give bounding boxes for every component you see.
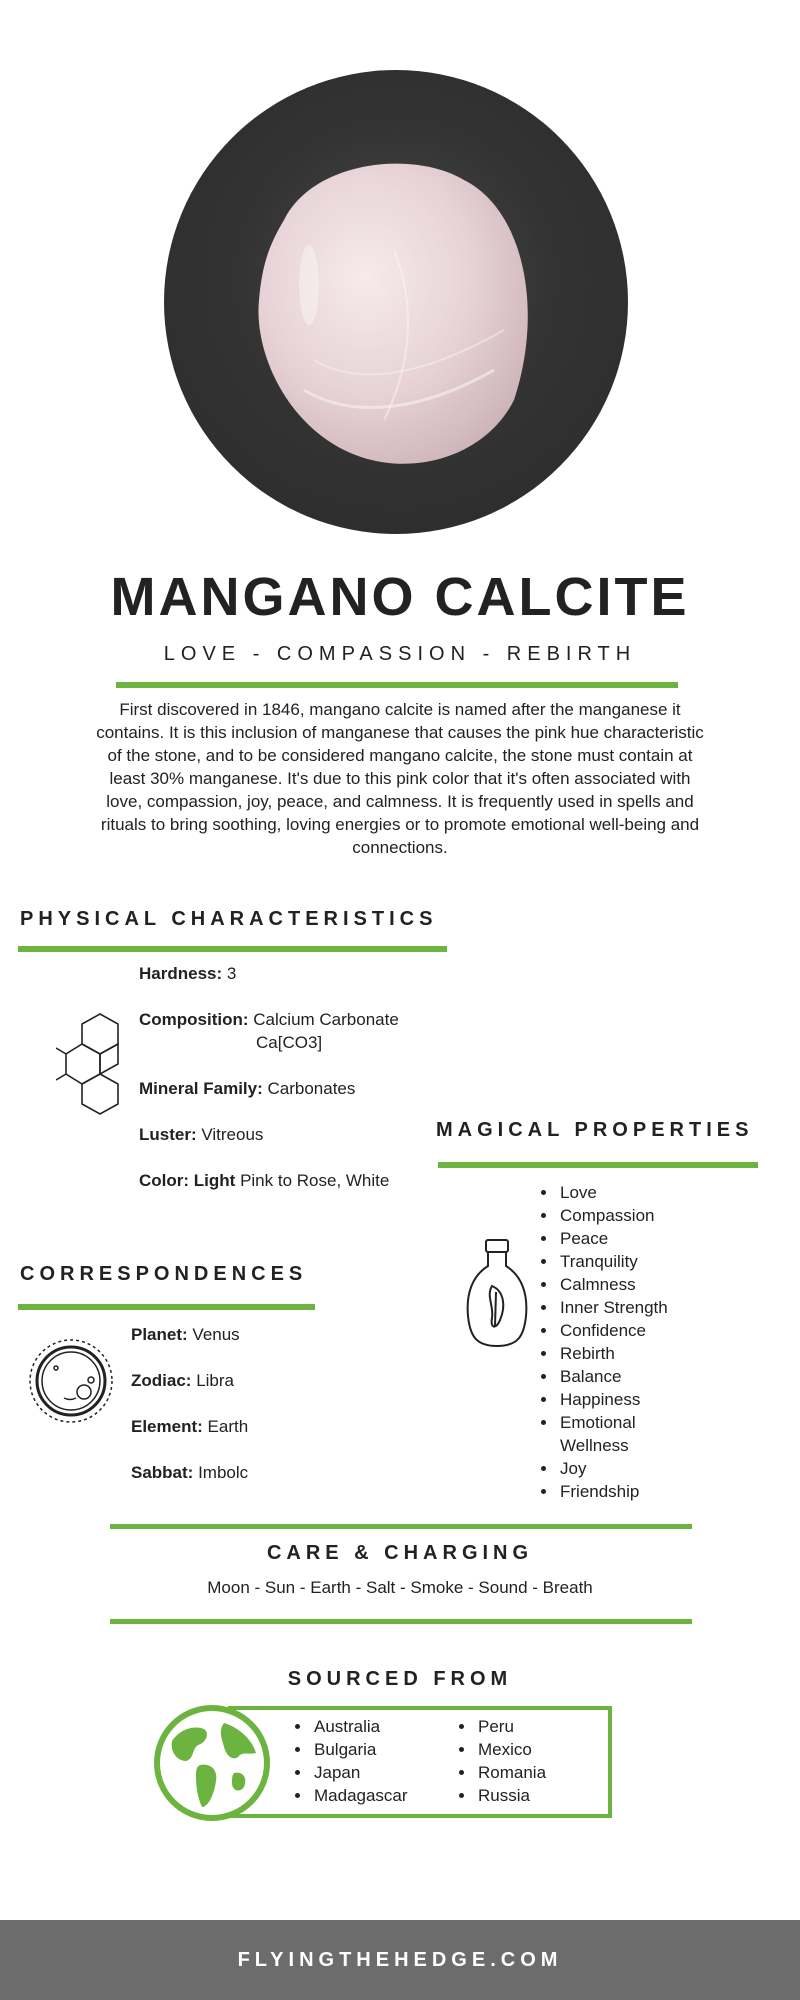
correspondences-divider [18,1304,315,1310]
moon-icon [26,1336,116,1426]
color-label: Color: [139,1171,190,1190]
list-item: • Friendship [558,1480,798,1503]
family-value: Carbonates [267,1079,356,1098]
planet-field [131,1325,240,1345]
list-item: • Tranquility [558,1250,798,1273]
page-subtitle: LOVE - COMPASSION - REBIRTH [163,643,637,665]
sourced-list-1 [290,1715,462,1807]
composition-label: Composition: [139,1010,249,1029]
composition-value: Calcium Carbonate [253,1010,399,1029]
list-item: • Confidence [558,1319,798,1342]
list-item: • Bulgaria [312,1738,462,1761]
sabbat-field [131,1463,248,1483]
care-heading: CARE & CHARGING [266,1542,534,1564]
stone-photo [164,70,628,534]
zodiac-field [131,1371,234,1391]
planet-label: Planet: [131,1325,188,1344]
physical-heading: PHYSICAL CHARACTERISTICS [20,908,438,930]
list-item: • Compassion [558,1204,798,1227]
luster-field [139,1125,263,1145]
list-item: • Mexico [476,1738,616,1761]
color-value: Pink to Rose, White [240,1171,390,1190]
luster-label: Luster: [139,1125,197,1144]
list-item: • Joy [558,1457,798,1480]
list-item: • Russia [476,1784,616,1807]
list-item: • Peru [476,1715,616,1738]
care-divider-top [110,1524,692,1529]
luster-value: Vitreous [201,1125,264,1144]
title-divider [116,682,678,688]
magical-divider [438,1162,758,1168]
composition-field [139,1010,399,1030]
element-label: Element: [131,1417,203,1436]
list-item: • Japan [312,1761,462,1784]
stone-illustration [164,70,628,534]
sourced-list-2 [454,1715,616,1807]
footer-site-link[interactable]: FLYINGTHEHEDGE.COM [237,1949,563,1971]
list-item: • Love [558,1181,798,1204]
hardness-label: Hardness: [139,964,223,983]
sourced-heading: SOURCED FROM [287,1668,513,1690]
list-item: • Madagascar [312,1784,462,1807]
list-item: • Balance [558,1365,798,1388]
list-item: • Calmness [558,1273,798,1296]
planet-value: Venus [192,1325,240,1344]
list-item: • Happiness [558,1388,798,1411]
sabbat-value: Imbolc [198,1463,249,1482]
family-field [139,1079,355,1099]
list-item: • Romania [476,1761,616,1784]
list-item: • Rebirth [558,1342,798,1365]
care-methods: Moon - Sun - Earth - Salt - Smoke - Sound - Breath [207,1578,593,1597]
magical-list [536,1181,798,1503]
family-label: Mineral Family: [139,1079,263,1098]
list-item: • Emotional Wellness [558,1411,680,1457]
magical-heading: MAGICAL PROPERTIES [436,1119,754,1141]
intro-paragraph: First discovered in 1846, mangano calcite is named after the manganese it contains. It is this inclusion of manganese that causes the pink hue characteristic of the stone, and to be considered mangano calcite, the stone must contain at least 30% manganese. It's due to this pink color that it's often associated with love, compassion, joy, peace, and calmness. It is frequently used in spells and rituals to bring soothing, loving energies or to promote emotional well-being and connections. [96,700,704,857]
hardness-field [139,964,236,984]
composition-formula: Ca[CO3] [256,1033,323,1052]
hardness-value: 3 [226,964,237,983]
color-bold: Light [193,1171,236,1190]
correspondences-heading: CORRESPONDENCES [20,1263,308,1285]
footer [0,1920,800,2000]
care-divider-bottom [110,1619,692,1624]
globe-icon [152,1703,272,1823]
molecule-icon [56,1008,136,1128]
list-item: • Inner Strength [558,1296,798,1319]
list-item: • Australia [312,1715,462,1738]
sabbat-label: Sabbat: [131,1463,194,1482]
color-field [139,1171,389,1191]
physical-divider [18,946,447,952]
list-item: • Peace [558,1227,798,1250]
potion-bottle-icon [462,1236,532,1352]
element-value: Earth [207,1417,249,1436]
zodiac-value: Libra [196,1371,234,1390]
element-field [131,1417,248,1437]
page-title: MANGANO CALCITE [110,567,690,627]
zodiac-label: Zodiac: [131,1371,192,1390]
